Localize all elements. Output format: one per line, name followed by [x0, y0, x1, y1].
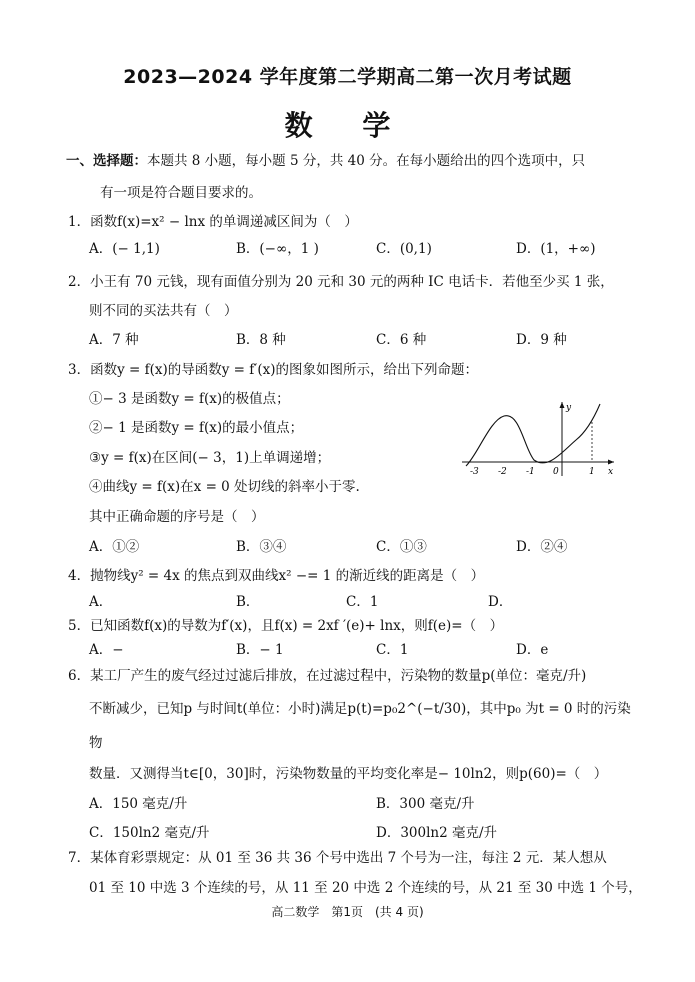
- x-tick-neg3: -3: [470, 467, 479, 477]
- question-6-cont-3: 数量．又测得当t∈[0，30]时，污染物数量的平均变化率是− 10ln2，则p(60)=（ ）: [89, 766, 608, 782]
- q3-option-b: B．③④: [236, 539, 287, 555]
- q5-option-d: D．e: [516, 642, 549, 658]
- q1-option-a: A．(− 1,1): [89, 241, 160, 257]
- q2-option-c: C．6 种: [376, 332, 427, 348]
- q6-option-d: D．300ln2 毫克/升: [376, 825, 498, 841]
- question-6-cont-2: 物: [89, 735, 103, 751]
- section-description: 本题共 8 小题，每小题 5 分，共 40 分。在每小题给出的四个选项中，只: [147, 153, 586, 169]
- q6-option-b: B．300 毫克/升: [376, 796, 475, 812]
- derivative-curve: [466, 404, 600, 466]
- x-tick-neg1: -1: [526, 467, 535, 477]
- q3-statement-4: ④曲线y = f(x)在x = 0 处切线的斜率小于零.: [89, 479, 360, 495]
- q2-option-b: B．8 种: [236, 332, 286, 348]
- q5-option-a: A．−: [89, 642, 124, 658]
- q4-option-a: A．: [89, 594, 113, 610]
- x-tick-1: 1: [589, 467, 595, 477]
- q1-option-c: C．(0,1): [376, 241, 432, 257]
- section-heading: 一、选择题：: [66, 153, 147, 169]
- section-heading-line: [66, 152, 585, 170]
- q4-option-d: D．: [488, 594, 513, 610]
- x-tick-zero: 0: [553, 467, 559, 477]
- q6-option-a: A．150 毫克/升: [89, 796, 188, 812]
- y-axis-arrow: [560, 402, 565, 408]
- q3-statement-1: ①− 3 是函数y = f(x)的极值点；: [89, 391, 290, 407]
- question-4: 4．抛物线y² = 4x 的焦点到双曲线x² −= 1 的渐近线的距离是（ ）: [68, 568, 485, 584]
- question-1: 1．函数f(x)=x² − lnx 的单调递减区间为（ ）: [68, 214, 358, 230]
- page-title: 2023—2024 学年度第二学期高二第一次月考试题: [123, 66, 572, 88]
- question-6-cont: 不断减少，已知p 与时间t(单位：小时)满足p(t)=p₀2^(−t/30)，其中p₀ 为t = 0 时的污染: [89, 701, 631, 717]
- section-description-cont: 有一项是符合题目要求的。: [100, 185, 262, 201]
- q3-prompt: 其中正确命题的序号是（ ）: [89, 509, 265, 525]
- q4-option-b: B．: [236, 594, 260, 610]
- q2-option-d: D．9 种: [516, 332, 567, 348]
- question-6: 6．某工厂产生的废气经过过滤后排放，在过滤过程中，污染物的数量p(单位：毫克/升): [68, 668, 587, 684]
- subject-title: 数 学: [284, 109, 411, 142]
- question-5: 5．已知函数f(x)的导数为f′(x)，且f(x) = 2xf ′(e)+ lnx，则f(e)=（ ）: [68, 618, 504, 634]
- q2-option-a: A．7 种: [89, 332, 139, 348]
- q6-option-c: C．150ln2 毫克/升: [89, 825, 210, 841]
- q5-option-b: B．− 1: [236, 642, 284, 658]
- question-2-cont: 则不同的买法共有（ ）: [89, 303, 238, 319]
- q4-option-c: C．1: [346, 594, 379, 610]
- page-footer: 高二数学 第1页 (共 4 页): [271, 905, 424, 919]
- q1-option-b: B．(−∞，1 ): [236, 241, 319, 257]
- q3-option-c: C．①③: [376, 539, 427, 555]
- question-3: 3．函数y = f(x)的导函数y = f′(x)的图象如图所示，给出下列命题：: [68, 362, 478, 378]
- q5-option-c: C．1: [376, 642, 409, 658]
- y-axis-label: y: [566, 403, 572, 413]
- derivative-graph: [458, 398, 618, 478]
- question-2: 2．小王有 70 元钱，现有面值分别为 20 元和 30 元的两种 IC 电话卡．若他至少买 1 张，: [68, 274, 614, 290]
- q3-option-a: A．①②: [89, 539, 140, 555]
- question-7-cont: 01 至 10 中选 3 个连续的号，从 11 至 20 中选 2 个连续的号，从 21 至 30 中选 1 个号，: [89, 880, 642, 896]
- q3-option-d: D．②④: [516, 539, 568, 555]
- q1-option-d: D．(1，+∞): [516, 241, 596, 257]
- q3-statement-2: ②− 1 是函数y = f(x)的最小值点；: [89, 420, 304, 436]
- q3-statement-3: ③y = f(x)在区间(− 3，1)上单调递增；: [89, 450, 331, 466]
- x-tick-neg2: -2: [498, 467, 507, 477]
- question-7: 7．某体育彩票规定：从 01 至 36 共 36 个号中选出 7 个号为一注，每注 2 元．某人想从: [68, 850, 607, 866]
- x-axis-label: x: [608, 467, 614, 477]
- x-axis-arrow: [608, 460, 614, 465]
